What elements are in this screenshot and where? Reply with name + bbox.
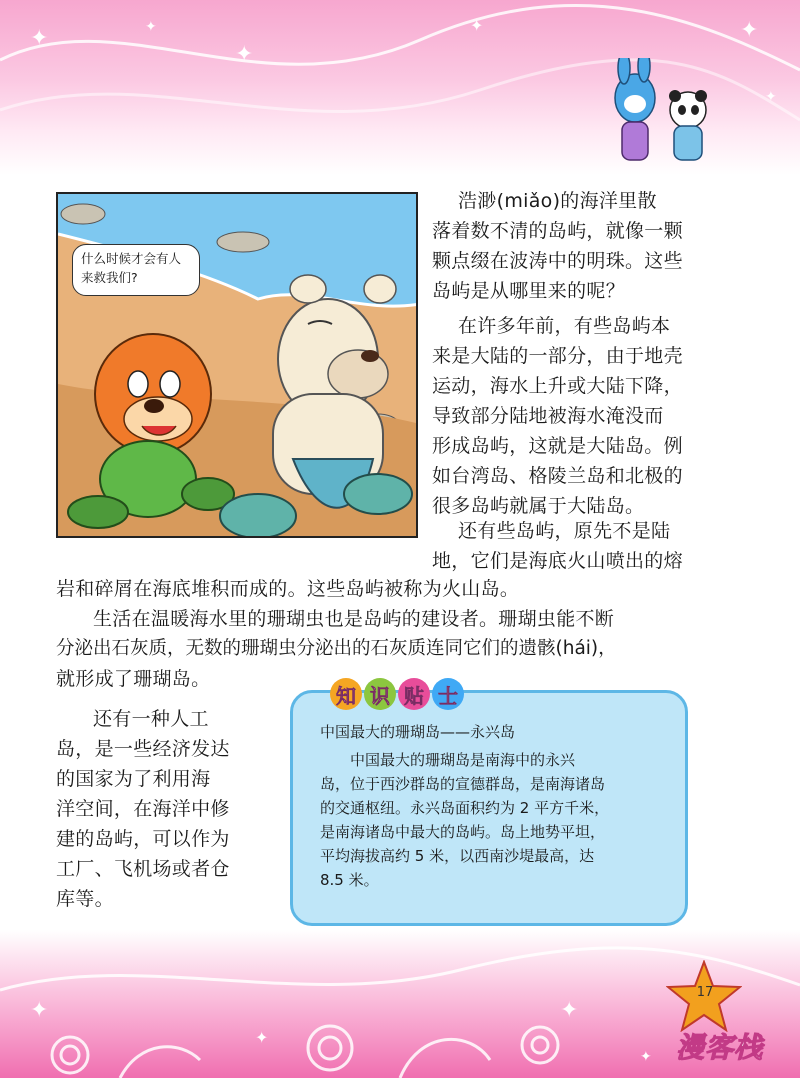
sparkle-icon: ✦ (145, 19, 157, 35)
paragraph-line: 还有一种人工 (93, 708, 209, 730)
paragraph-line: 在许多年前，有些岛屿本 (458, 315, 671, 337)
paragraph-line: 来是大陆的一部分，由于地壳 (432, 345, 683, 367)
paragraph-line: 落着数不清的岛屿，就像一颗 (432, 220, 683, 242)
speech-bubble: 什么时候才会有人来救我们? (72, 244, 200, 296)
comic-panel (56, 192, 418, 538)
sparkle-icon: ✦ (640, 1049, 652, 1065)
paragraph-line: 洋空间，在海洋中修 (56, 798, 230, 820)
knowledge-line: 平均海拔高约 5 米，以西南沙堤最高，达 (320, 847, 595, 865)
sparkle-icon: ✦ (740, 18, 759, 43)
title-char: 贴 (398, 678, 430, 710)
title-char: 士 (432, 678, 464, 710)
paragraph-line: 形成岛屿，这就是大陆岛。例 (432, 435, 683, 457)
page-number: 17 (696, 985, 714, 1000)
paragraph-line: 库等。 (56, 888, 114, 910)
sparkle-icon: ✦ (470, 16, 484, 35)
paragraph-line: 生活在温暖海水里的珊瑚虫也是岛屿的建设者。珊瑚虫能不断 (93, 608, 615, 630)
sparkle-icon: ✦ (30, 26, 49, 51)
paragraph-line: 颗点缀在波涛中的明珠。这些 (432, 250, 683, 272)
knowledge-heading: 中国最大的珊瑚岛——永兴岛 (320, 723, 516, 741)
sparkle-icon: ✦ (235, 42, 254, 67)
mascot-illustration (600, 58, 720, 168)
paragraph-line: 建的岛屿，可以作为 (56, 828, 230, 850)
paragraph-line: 浩渺(miǎo)的海洋里散 (458, 190, 657, 212)
paragraph-line: 很多岛屿就属于大陆岛。 (432, 495, 645, 517)
knowledge-line: 的交通枢纽。永兴岛面积约为 2 平方千米， (320, 799, 610, 817)
knowledge-line: 8.5 米。 (320, 871, 379, 889)
sparkle-icon: ✦ (255, 1028, 269, 1047)
sparkle-icon: ✦ (560, 998, 579, 1023)
paragraph-line: 岩和碎屑在海底堆积而成的。这些岛屿被称为火山岛。 (56, 578, 520, 600)
paragraph-line: 地，它们是海底火山喷出的熔 (432, 550, 683, 572)
paragraph-line: 还有些岛屿，原先不是陆 (458, 520, 671, 542)
paragraph-line: 导致部分陆地被海水淹没而 (432, 405, 664, 427)
sparkle-icon: ✦ (765, 89, 777, 105)
knowledge-line: 中国最大的珊瑚岛是南海中的永兴 (350, 751, 576, 769)
paragraph-line: 分泌出石灰质，无数的珊瑚虫分泌出的石灰质连同它们的遗骸(hái)， (56, 638, 617, 659)
knowledge-line: 是南海诸岛中最大的岛屿。岛上地势平坦， (320, 823, 606, 841)
paragraph-line: 就形成了珊瑚岛。 (56, 668, 211, 690)
knowledge-tips-title (330, 678, 464, 712)
paragraph-line: 运动，海水上升或大陆下降， (432, 375, 683, 397)
watermark-logo: 漫客栈 (676, 1031, 764, 1064)
title-char: 知 (330, 678, 362, 710)
paragraph-line: 岛，是一些经济发达 (56, 738, 230, 760)
paragraph-line: 如台湾岛、格陵兰岛和北极的 (432, 465, 683, 487)
sparkle-icon: ✦ (30, 998, 49, 1023)
title-char: 识 (364, 678, 396, 710)
paragraph-line: 工厂、飞机场或者仓 (56, 858, 230, 880)
paragraph-line: 的国家为了利用海 (56, 768, 211, 790)
knowledge-line: 岛，位于西沙群岛的宣德群岛，是南海诸岛 (320, 775, 606, 793)
paragraph-line: 岛屿是从哪里来的呢？ (432, 280, 626, 302)
